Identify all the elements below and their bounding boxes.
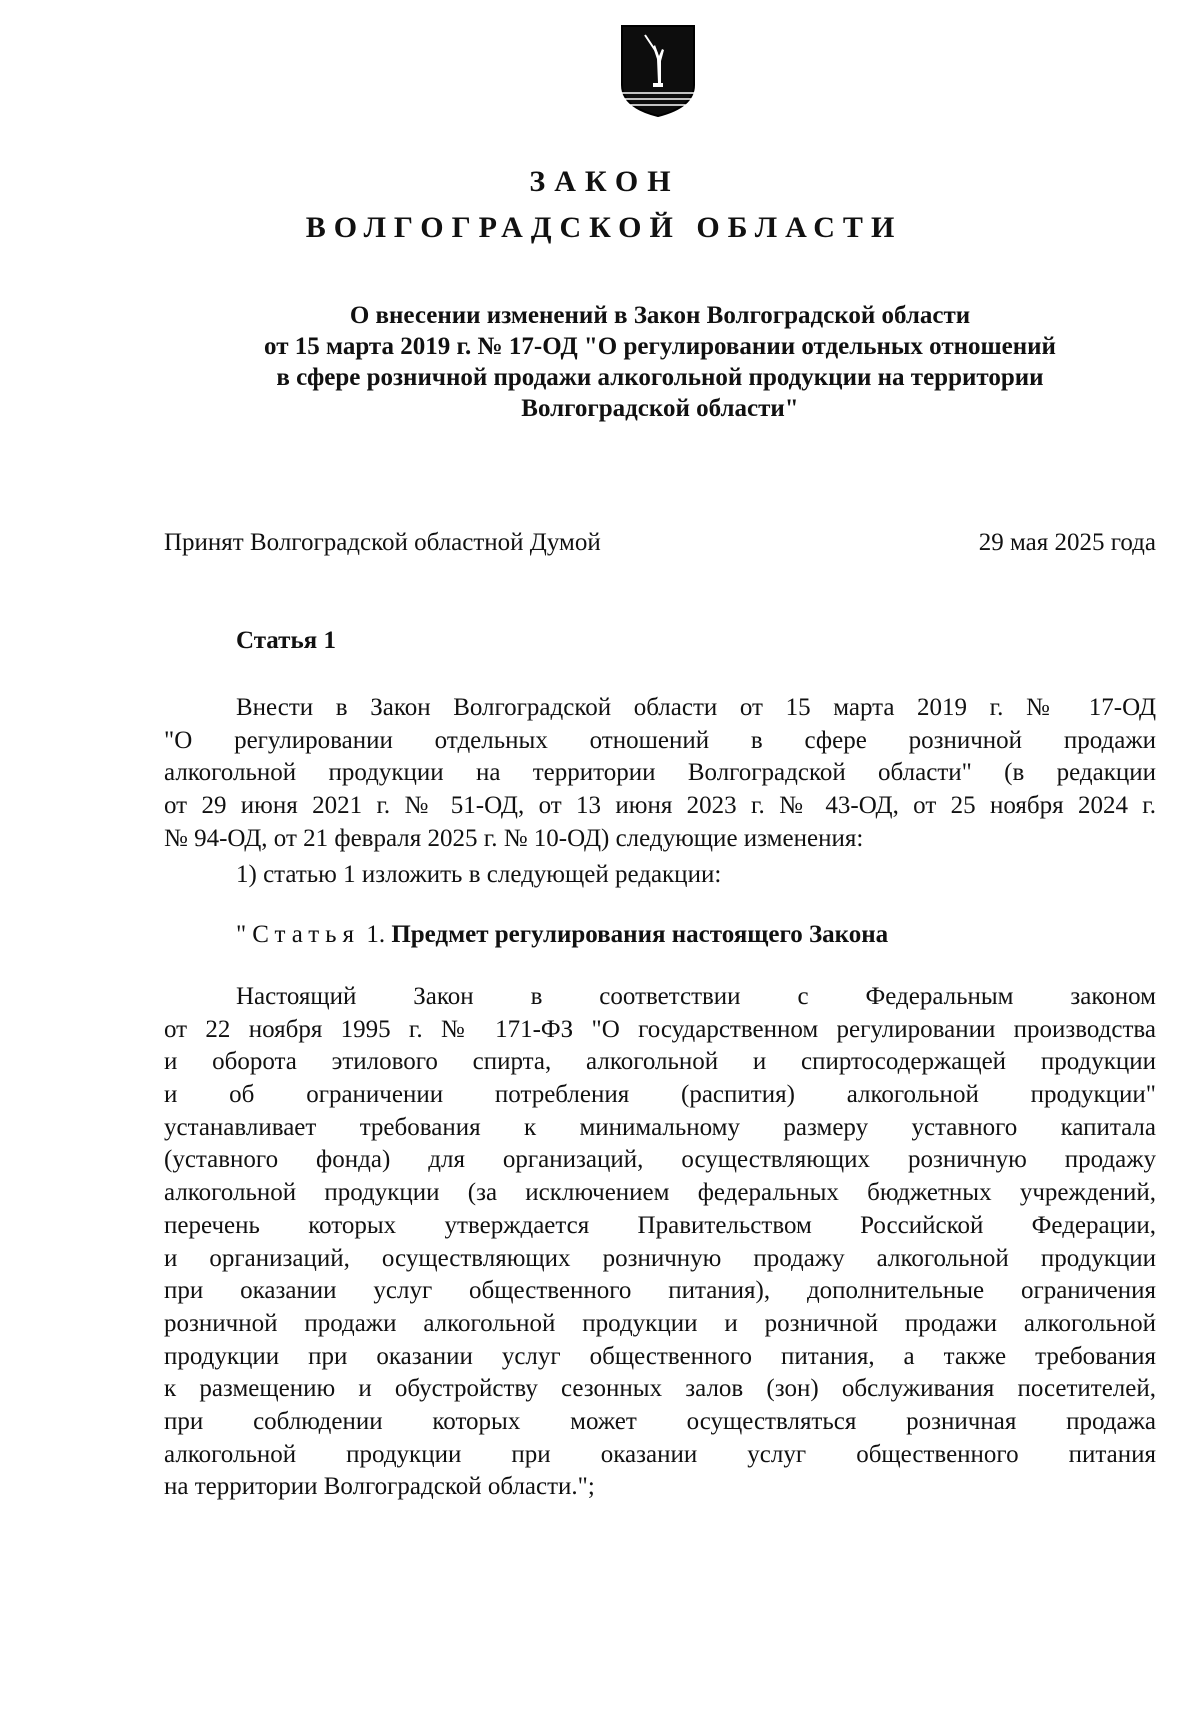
paragraph-line: от 22 ноября 1995 г. № 171-ФЗ "О государственном регулировании производства — [164, 1015, 1156, 1043]
subtitle-line: от 15 марта 2019 г. № 17-ОД "О регулировании отдельных отношений — [264, 333, 1056, 360]
paragraph-line: (уставного фонда) для организаций, осуществляющих розничную продажу — [164, 1146, 1156, 1174]
paragraph-line: устанавливает требования к минимальному размеру уставного капитала — [164, 1113, 1156, 1141]
adoption-date: 29 мая 2025 года — [978, 529, 1156, 556]
document-title-region: ВОЛГОГРАДСКОЙ ОБЛАСТИ — [305, 211, 903, 244]
paragraph-line: "О регулировании отдельных отношений в сфере розничной продажи — [164, 726, 1156, 754]
adopting-body: Принят Волгоградской областной Думой — [164, 529, 601, 556]
quoted-article-heading — [236, 920, 888, 950]
subtitle-line: Волгоградской области" — [521, 395, 799, 422]
coat-of-arms-emblem — [619, 23, 697, 119]
paragraph-line: на территории Волгоградской области."; — [164, 1473, 595, 1501]
paragraph-line: 1) статью 1 изложить в следующей редакции: — [236, 861, 722, 888]
paragraph-line: перечень которых утверждается Правительством Российской Федерации, — [164, 1211, 1156, 1239]
quoted-article-number: 1. — [360, 921, 386, 948]
quoted-article-title: Предмет регулирования настоящего Закона — [391, 921, 889, 948]
paragraph-line: и оборота этилового спирта, алкогольной и спиртосодержащей продукции — [164, 1048, 1156, 1076]
paragraph-line: и организаций, осуществляющих розничную продажу алкогольной продукции — [164, 1244, 1156, 1272]
subtitle-line: в сфере розничной продажи алкогольной продукции на территории — [276, 364, 1044, 391]
document-title-law: ЗАКОН — [529, 165, 680, 198]
quoted-article-text — [164, 981, 1156, 1504]
paragraph-line: продукции при оказании услуг общественного питания, а также требования — [164, 1342, 1156, 1370]
article-intro-paragraph — [164, 692, 1156, 855]
article-heading: Статья 1 — [236, 627, 336, 654]
paragraph-line: Настоящий Закон в соответствии с Федеральным законом — [236, 983, 1156, 1010]
paragraph-line: Внести в Закон Волгоградской области от 15 марта 2019 г. № 17-ОД — [236, 694, 1156, 721]
paragraph-line: и об ограничении потребления (распития) алкогольной продукции" — [164, 1081, 1156, 1109]
paragraph-line: к размещению и обустройству сезонных залов (зон) обслуживания посетителей, — [164, 1375, 1156, 1403]
subtitle-line: О внесении изменений в Закон Волгоградской области — [349, 302, 971, 329]
paragraph-line: № 94-ОД, от 21 февраля 2025 г. № 10-ОД) следующие изменения: — [164, 824, 864, 852]
paragraph-line: при оказании услуг общественного питания), дополнительные ограничения — [164, 1277, 1156, 1305]
paragraph-line: розничной продажи алкогольной продукции и розничной продажи алкогольной — [164, 1309, 1156, 1337]
quoted-article-label: "Статья — [236, 921, 361, 948]
paragraph-line: алкогольной продукции при оказании услуг общественного питания — [164, 1440, 1156, 1468]
paragraph-line: при соблюдении которых может осуществляться розничная продажа — [164, 1407, 1156, 1435]
amendment-item — [164, 859, 1156, 892]
paragraph-line: алкогольной продукции (за исключением федеральных бюджетных учреждений, — [164, 1179, 1156, 1207]
law-subtitle — [160, 300, 1160, 424]
paragraph-line: алкогольной продукции на территории Волгоградской области" (в редакции — [164, 759, 1156, 787]
paragraph-line: от 29 июня 2021 г. № 51-ОД, от 13 июня 2023 г. № 43-ОД, от 25 ноября 2024 г. — [164, 792, 1156, 820]
